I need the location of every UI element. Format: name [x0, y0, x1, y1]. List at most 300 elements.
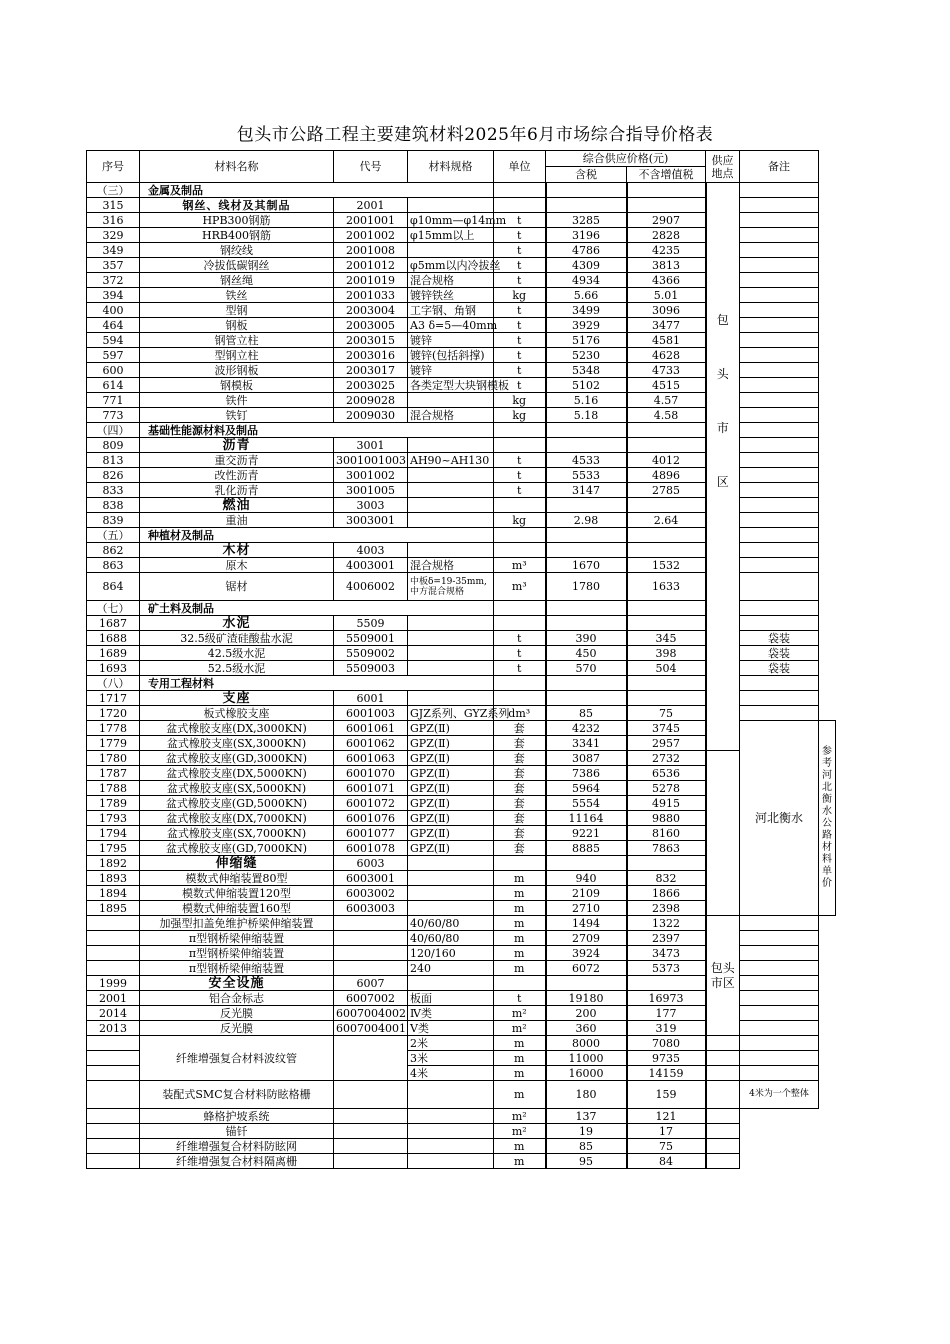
- cell-name: 钢绞线: [140, 243, 334, 258]
- cell-unit: t: [494, 228, 546, 243]
- cell-price-excl: 2828: [627, 228, 706, 243]
- cell-seq: 1780: [87, 751, 140, 766]
- remark-hebei-cell: 参考河北衡水公路材料单价: [819, 721, 836, 916]
- cell-code: 6001078: [334, 841, 408, 856]
- cell-seq: [87, 946, 140, 961]
- cell-seq: 1689: [87, 646, 140, 661]
- place-char: 包: [716, 313, 729, 327]
- cell-price-excl: [627, 438, 706, 453]
- cell-code: 4006002: [334, 573, 408, 601]
- cell-price-excl: 4896: [627, 468, 706, 483]
- cell-price-excl: 2957: [627, 736, 706, 751]
- page-title: 包头市公路工程主要建筑材料2025年6月市场综合指导价格表: [236, 125, 714, 145]
- cell-remark: [740, 273, 819, 288]
- cell-code: 5509003: [334, 661, 408, 676]
- cell-name: 纤维增强复合材料波纹管: [140, 1036, 334, 1081]
- cell-code: 2001019: [334, 273, 408, 288]
- cell-spec: 各类定型大块钢模板: [408, 378, 494, 393]
- cell-remark: [740, 363, 819, 378]
- cell-spec: [408, 691, 494, 706]
- cell-unit: 套: [494, 751, 546, 766]
- cell-spec: φ15mm以上: [408, 228, 494, 243]
- cell-remark: [740, 991, 819, 1006]
- cell-price-incl: 19180: [546, 991, 627, 1006]
- cell-spec: [408, 198, 494, 213]
- cell-name: 盆式橡胶支座(SX,5000KN): [140, 781, 334, 796]
- cell-name: 铁件: [140, 393, 334, 408]
- cell-unit: m: [494, 931, 546, 946]
- header-seq: 序号: [87, 151, 140, 183]
- cell-unit: 套: [494, 766, 546, 781]
- cell-price-excl: 1866: [627, 886, 706, 901]
- cell-seq: 594: [87, 333, 140, 348]
- cell-spec: 混合规格: [408, 408, 494, 423]
- table-row: [87, 766, 836, 781]
- cell-price-incl: 9221: [546, 826, 627, 841]
- cell-name: 盆式橡胶支座(DX,5000KN): [140, 766, 334, 781]
- cell-price-excl: 1633: [627, 573, 706, 601]
- cell-price-incl: 8885: [546, 841, 627, 856]
- cell-name: 32.5级矿渣硅酸盐水泥: [140, 631, 334, 646]
- cell-price-incl: [546, 438, 627, 453]
- cell-price-incl: [546, 616, 627, 631]
- cell-price-incl: 4232: [546, 721, 627, 736]
- cell-price-excl: 7863: [627, 841, 706, 856]
- cell-remark: [740, 453, 819, 468]
- cell-code: 6007004002: [334, 1006, 408, 1021]
- cell-price-excl: 7080: [627, 1036, 706, 1051]
- cell-price-incl: [546, 528, 627, 543]
- cell-code: 6001003: [334, 706, 408, 721]
- cell-name: 改性沥青: [140, 468, 334, 483]
- cell-remark: [740, 1051, 819, 1066]
- cell-code: 2003017: [334, 363, 408, 378]
- cell-seq: 1895: [87, 901, 140, 916]
- cell-seq: 1779: [87, 736, 140, 751]
- cell-unit: m: [494, 1139, 546, 1154]
- cell-spec: φ5mm以内冷拔丝: [408, 258, 494, 273]
- cell-spec: [408, 631, 494, 646]
- table-row: [87, 1154, 836, 1169]
- cell-spec: 镀锌铁丝: [408, 288, 494, 303]
- cell-unit: t: [494, 646, 546, 661]
- cell-spec: 镀锌: [408, 333, 494, 348]
- cell-spec: Ⅳ类: [408, 1006, 494, 1021]
- cell-remark: [740, 393, 819, 408]
- table-row: [87, 916, 836, 931]
- cell-price-incl: 5348: [546, 363, 627, 378]
- cell-unit: t: [494, 468, 546, 483]
- cell-name: 原木: [140, 558, 334, 573]
- cell-spec: 中板δ=19-35mm,中方混合规格: [408, 573, 494, 601]
- cell-seq: 1893: [87, 871, 140, 886]
- cell-unit: [494, 528, 546, 543]
- cell-unit: 套: [494, 826, 546, 841]
- cell-price-excl: 4.58: [627, 408, 706, 423]
- cell-unit: m: [494, 901, 546, 916]
- cell-spec: 镀锌(包括斜撑): [408, 348, 494, 363]
- table-row: [87, 796, 836, 811]
- cell-seq: [87, 1109, 140, 1124]
- cell-unit: t: [494, 348, 546, 363]
- cell-seq: 600: [87, 363, 140, 378]
- cell-name: 锯材: [140, 573, 334, 601]
- cell-price-excl: 2.64: [627, 513, 706, 528]
- cell-seq: [87, 1036, 140, 1051]
- cell-price-incl: 85: [546, 706, 627, 721]
- cell-spec: [408, 616, 494, 631]
- cell-unit: [494, 183, 546, 198]
- cell-code: 6001061: [334, 721, 408, 736]
- cell-remark: [740, 1021, 819, 1036]
- cell-price-excl: 2732: [627, 751, 706, 766]
- cell-code: 3001: [334, 438, 408, 453]
- cell-price-excl: 1532: [627, 558, 706, 573]
- cell-unit: m: [494, 1154, 546, 1169]
- cell-unit: t: [494, 333, 546, 348]
- cell-seq: 1794: [87, 826, 140, 841]
- cell-seq: 1788: [87, 781, 140, 796]
- header-name: 材料名称: [140, 151, 334, 183]
- cell-name: 铝合金标志: [140, 991, 334, 1006]
- table-row: [87, 1081, 836, 1109]
- cell-seq: 1720: [87, 706, 140, 721]
- cell-price-excl: 3477: [627, 318, 706, 333]
- cell-spec: GPZ(Ⅱ): [408, 796, 494, 811]
- cell-name: 装配式SMC复合材料防眩格栅: [140, 1081, 334, 1109]
- cell-remark: [740, 976, 819, 991]
- cell-price-incl: 200: [546, 1006, 627, 1021]
- cell-remark: [740, 183, 819, 198]
- cell-seq: 614: [87, 378, 140, 393]
- cell-spec: [408, 1139, 494, 1154]
- section-name: 种植材及制品: [140, 528, 494, 543]
- cell-code: 6001077: [334, 826, 408, 841]
- cell-code: 2001001: [334, 213, 408, 228]
- cell-spec: [408, 661, 494, 676]
- cell-remark: [740, 691, 819, 706]
- cell-name: 型钢: [140, 303, 334, 318]
- cell-remark: [740, 601, 819, 616]
- cell-price-incl: 4309: [546, 258, 627, 273]
- cell-code: 6007: [334, 976, 408, 991]
- cell-place: [706, 1139, 740, 1154]
- cell-remark: [740, 946, 819, 961]
- remark-4m-cell: 4米为一个整体: [740, 1081, 819, 1109]
- place-baotou-cell-2: 包头市区: [706, 916, 740, 1036]
- cell-price-excl: 14159: [627, 1066, 706, 1081]
- cell-price-excl: 4.57: [627, 393, 706, 408]
- cell-name: 反光膜: [140, 1021, 334, 1036]
- header-remark: 备注: [740, 151, 819, 183]
- cell-seq: 1693: [87, 661, 140, 676]
- cell-spec: 240: [408, 961, 494, 976]
- cell-price-incl: 2710: [546, 901, 627, 916]
- cell-name: 支座: [140, 691, 334, 706]
- place-char: 头: [716, 367, 729, 381]
- cell-spec: GPZ(Ⅱ): [408, 781, 494, 796]
- cell-price-excl: 832: [627, 871, 706, 886]
- cell-remark: [740, 303, 819, 318]
- cell-price-incl: 3924: [546, 946, 627, 961]
- cell-seq: 838: [87, 498, 140, 513]
- cell-unit: t: [494, 273, 546, 288]
- cell-price-incl: 390: [546, 631, 627, 646]
- cell-price-excl: 5373: [627, 961, 706, 976]
- cell-name: 水泥: [140, 616, 334, 631]
- cell-price-incl: 137: [546, 1109, 627, 1124]
- cell-spec: φ10mm—φ14mm: [408, 213, 494, 228]
- cell-seq: 1687: [87, 616, 140, 631]
- cell-code: 6001071: [334, 781, 408, 796]
- cell-seq: 864: [87, 573, 140, 601]
- cell-unit: m: [494, 871, 546, 886]
- cell-seq: 863: [87, 558, 140, 573]
- cell-spec: [408, 468, 494, 483]
- cell-price-incl: 3285: [546, 213, 627, 228]
- cell-price-incl: 3499: [546, 303, 627, 318]
- table-row: [87, 886, 836, 901]
- cell-seq: 813: [87, 453, 140, 468]
- cell-unit: t: [494, 318, 546, 333]
- cell-code: [334, 1154, 408, 1169]
- cell-name: HRB400钢筋: [140, 228, 334, 243]
- cell-price-excl: [627, 691, 706, 706]
- cell-unit: m: [494, 1081, 546, 1109]
- section-name: 专用工程材料: [140, 676, 494, 691]
- cell-seq: 315: [87, 198, 140, 213]
- cell-price-excl: 75: [627, 706, 706, 721]
- place-baotou-cell: [706, 183, 740, 751]
- cell-unit: t: [494, 258, 546, 273]
- cell-unit: [494, 498, 546, 513]
- cell-remark: [740, 198, 819, 213]
- cell-place: [706, 1124, 740, 1139]
- cell-price-incl: 5.18: [546, 408, 627, 423]
- cell-unit: 套: [494, 796, 546, 811]
- cell-spec: GPZ(Ⅱ): [408, 841, 494, 856]
- cell-unit: m: [494, 916, 546, 931]
- cell-spec: GJZ系列、GYZ系列: [408, 706, 494, 721]
- cell-price-incl: 1670: [546, 558, 627, 573]
- cell-seq: 1795: [87, 841, 140, 856]
- place-char: 区: [716, 475, 729, 489]
- header-code: 代号: [334, 151, 408, 183]
- cell-price-incl: [546, 856, 627, 871]
- table-row: [87, 1109, 836, 1124]
- cell-unit: 套: [494, 721, 546, 736]
- cell-price-excl: [627, 616, 706, 631]
- cell-spec: [408, 243, 494, 258]
- cell-seq: 1787: [87, 766, 140, 781]
- cell-price-incl: 3147: [546, 483, 627, 498]
- cell-unit: 套: [494, 781, 546, 796]
- cell-unit: t: [494, 378, 546, 393]
- cell-place: [706, 1154, 740, 1169]
- cell-price-excl: 2398: [627, 901, 706, 916]
- cell-name: 重油: [140, 513, 334, 528]
- cell-code: 6003: [334, 856, 408, 871]
- price-table: [86, 150, 836, 1169]
- cell-seq: [87, 961, 140, 976]
- cell-price-incl: 5964: [546, 781, 627, 796]
- cell-remark: [740, 348, 819, 363]
- cell-remark: [740, 1066, 819, 1081]
- cell-seq: [87, 916, 140, 931]
- cell-price-excl: 504: [627, 661, 706, 676]
- cell-spec: 混合规格: [408, 558, 494, 573]
- cell-code: 5509: [334, 616, 408, 631]
- cell-name: 冷拔低碳钢丝: [140, 258, 334, 273]
- cell-seq: 1789: [87, 796, 140, 811]
- cell-seq: [87, 931, 140, 946]
- header-spec: 材料规格: [408, 151, 494, 183]
- cell-seq: 349: [87, 243, 140, 258]
- cell-name: π型钢桥梁伸缩装置: [140, 931, 334, 946]
- section-name: 矿土料及制品: [140, 601, 494, 616]
- cell-name: 模数式伸缩装置160型: [140, 901, 334, 916]
- cell-price-incl: 1494: [546, 916, 627, 931]
- table-row: [87, 871, 836, 886]
- cell-unit: [494, 856, 546, 871]
- cell-seq: 1778: [87, 721, 140, 736]
- cell-name: 重交沥青: [140, 453, 334, 468]
- cell-place: [706, 1051, 740, 1066]
- cell-name: 伸缩缝: [140, 856, 334, 871]
- header-tax-excl: 不含增值税: [627, 167, 706, 183]
- cell-name: π型钢桥梁伸缩装置: [140, 961, 334, 976]
- cell-code: 2001008: [334, 243, 408, 258]
- place-hebei-cell: 河北衡水: [740, 721, 819, 916]
- cell-spec: GPZ(Ⅱ): [408, 766, 494, 781]
- cell-seq: 839: [87, 513, 140, 528]
- cell-unit: [494, 198, 546, 213]
- section-name: 金属及制品: [140, 183, 494, 198]
- cell-price-incl: [546, 183, 627, 198]
- cell-unit: kg: [494, 393, 546, 408]
- cell-remark: 袋装: [740, 646, 819, 661]
- cell-seq: 372: [87, 273, 140, 288]
- cell-seq: 771: [87, 393, 140, 408]
- cell-spec: 工字钢、角钢: [408, 303, 494, 318]
- cell-name: 盆式橡胶支座(DX,7000KN): [140, 811, 334, 826]
- cell-price-excl: 3096: [627, 303, 706, 318]
- cell-name: 模数式伸缩装置120型: [140, 886, 334, 901]
- cell-code: [334, 1109, 408, 1124]
- cell-spec: [408, 976, 494, 991]
- cell-spec: A3 δ=5—40mm: [408, 318, 494, 333]
- cell-price-incl: 5533: [546, 468, 627, 483]
- cell-price-incl: [546, 976, 627, 991]
- cell-price-incl: 2109: [546, 886, 627, 901]
- cell-price-excl: [627, 601, 706, 616]
- cell-price-incl: [546, 691, 627, 706]
- cell-spec: [408, 498, 494, 513]
- cell-seq: 1688: [87, 631, 140, 646]
- cell-name: 木材: [140, 543, 334, 558]
- header-tax-incl: 含税: [546, 167, 627, 183]
- cell-price-incl: 180: [546, 1081, 627, 1109]
- cell-remark: [740, 438, 819, 453]
- cell-price-incl: 6072: [546, 961, 627, 976]
- cell-code: 5509002: [334, 646, 408, 661]
- section-row: [87, 183, 836, 198]
- cell-name: 加强型扣盖免维护桥梁伸缩装置: [140, 916, 334, 931]
- cell-remark: [740, 676, 819, 691]
- cell-price-incl: 95: [546, 1154, 627, 1169]
- cell-seq: 826: [87, 468, 140, 483]
- cell-price-incl: 3087: [546, 751, 627, 766]
- cell-price-excl: [627, 423, 706, 438]
- cell-seq: 2014: [87, 1006, 140, 1021]
- cell-remark: [740, 1006, 819, 1021]
- cell-price-excl: 9735: [627, 1051, 706, 1066]
- cell-remark: [740, 318, 819, 333]
- cell-unit: t: [494, 661, 546, 676]
- cell-unit: m²: [494, 1124, 546, 1139]
- cell-remark: [740, 228, 819, 243]
- cell-name: 波形钢板: [140, 363, 334, 378]
- cell-seq: 1793: [87, 811, 140, 826]
- cell-price-incl: 11164: [546, 811, 627, 826]
- cell-spec: [408, 393, 494, 408]
- cell-seq: 329: [87, 228, 140, 243]
- cell-code: [334, 916, 408, 931]
- cell-remark: [740, 558, 819, 573]
- cell-unit: m: [494, 961, 546, 976]
- table-row: [87, 1124, 836, 1139]
- cell-seq: 464: [87, 318, 140, 333]
- cell-price-excl: 4915: [627, 796, 706, 811]
- cell-seq: [87, 1154, 140, 1169]
- cell-name: 型钢立柱: [140, 348, 334, 363]
- cell-name: 盆式橡胶支座(GD,3000KN): [140, 751, 334, 766]
- cell-code: 4003001: [334, 558, 408, 573]
- cell-unit: dm³: [494, 706, 546, 721]
- cell-spec: 3米: [408, 1051, 494, 1066]
- cell-price-excl: [627, 498, 706, 513]
- cell-name: 模数式伸缩装置80型: [140, 871, 334, 886]
- section-seq: （五）: [87, 528, 140, 543]
- cell-seq: 2001: [87, 991, 140, 1006]
- cell-seq: [87, 1124, 140, 1139]
- cell-price-incl: 7386: [546, 766, 627, 781]
- cell-seq: 394: [87, 288, 140, 303]
- cell-price-incl: 1780: [546, 573, 627, 601]
- cell-price-excl: 3473: [627, 946, 706, 961]
- cell-remark: [740, 258, 819, 273]
- cell-name: 钢板: [140, 318, 334, 333]
- cell-place: [706, 1081, 740, 1109]
- cell-code: [334, 931, 408, 946]
- cell-price-incl: 11000: [546, 1051, 627, 1066]
- cell-remark: [740, 243, 819, 258]
- cell-unit: m: [494, 1051, 546, 1066]
- cell-unit: m²: [494, 1006, 546, 1021]
- cell-name: 沥青: [140, 438, 334, 453]
- cell-unit: [494, 616, 546, 631]
- cell-name: π型钢桥梁伸缩装置: [140, 946, 334, 961]
- cell-unit: 套: [494, 841, 546, 856]
- cell-spec: [408, 901, 494, 916]
- section-name: 基础性能源材料及制品: [140, 423, 494, 438]
- cell-name: 锚钎: [140, 1124, 334, 1139]
- cell-price-excl: 4235: [627, 243, 706, 258]
- cell-unit: t: [494, 453, 546, 468]
- cell-seq: 1717: [87, 691, 140, 706]
- cell-name: 铁丝: [140, 288, 334, 303]
- cell-price-excl: 345: [627, 631, 706, 646]
